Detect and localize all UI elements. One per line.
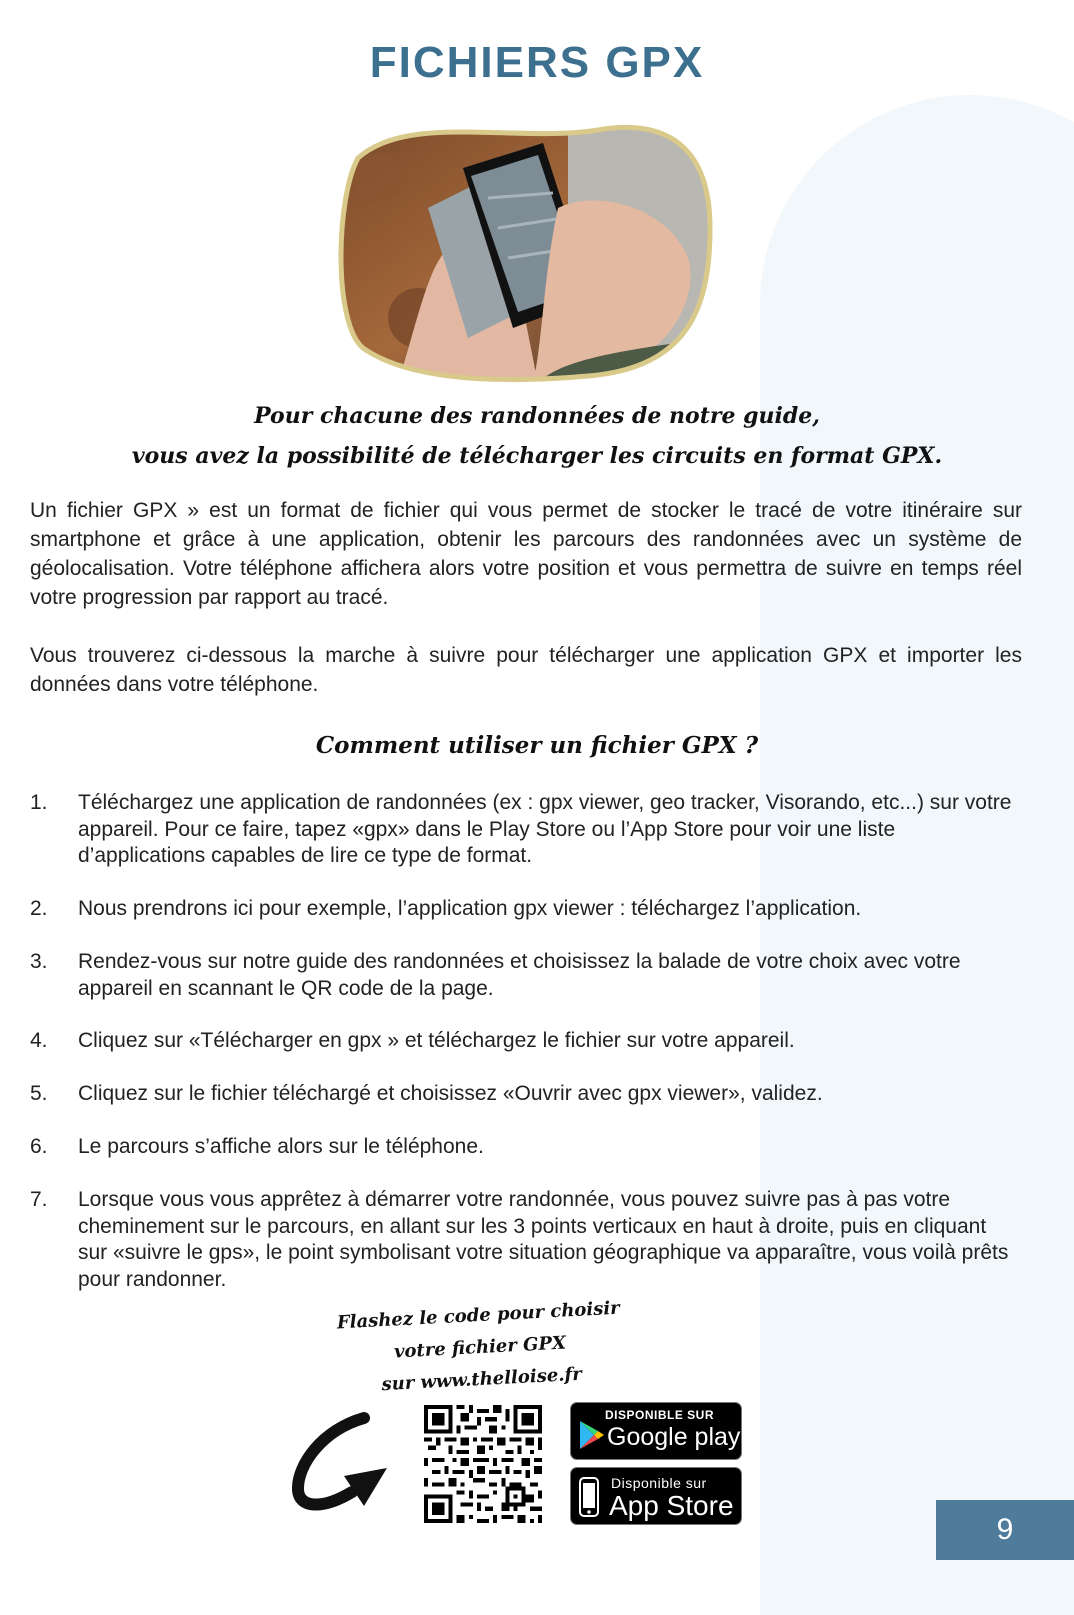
step-number: 2. bbox=[30, 897, 48, 920]
app-store-small-label: Disponible sur bbox=[611, 1475, 707, 1491]
step-item bbox=[30, 1187, 1020, 1293]
google-play-badge[interactable] bbox=[570, 1402, 742, 1460]
paragraph-gpx-definition: Un fichier GPX » est un format de fichier qui vous permet de stocker le tracé de votre itinéraire sur smartphone et grâce à une application, obtenir les parcours des randonnées avec un système de géolocalisation. Votre téléphone affichera alors votre position et vous permettra de suivre en temps réel votre progression par rapport au tracé. bbox=[30, 499, 1022, 609]
step-item bbox=[30, 790, 1020, 896]
page-title: FICHIERS GPX bbox=[369, 38, 705, 87]
step-item bbox=[30, 896, 1020, 949]
step-item bbox=[30, 1081, 1020, 1134]
intro-text bbox=[0, 396, 1074, 476]
app-store-big-label: App Store bbox=[609, 1490, 734, 1521]
intro-line-2: vous avez la possibilité de télécharger les circuits en format GPX. bbox=[131, 443, 943, 469]
step-item bbox=[30, 1134, 1020, 1187]
step-number: 6. bbox=[30, 1135, 48, 1158]
google-play-small-label: DISPONIBLE SUR bbox=[605, 1408, 715, 1422]
step-number: 4. bbox=[30, 1029, 48, 1052]
app-store-badge[interactable] bbox=[570, 1467, 742, 1525]
step-item bbox=[30, 949, 1020, 1028]
hero-photo bbox=[338, 118, 714, 384]
step-number: 7. bbox=[30, 1188, 48, 1211]
qr-code[interactable] bbox=[424, 1405, 542, 1523]
flash-line-2: votre fichier GPX bbox=[393, 1332, 567, 1363]
page-number: 9 bbox=[936, 1500, 1074, 1560]
google-play-big-label: Google play bbox=[607, 1423, 741, 1451]
flash-line-1: Flashez le code pour choisir bbox=[336, 1297, 621, 1334]
curved-arrow-icon bbox=[292, 1410, 392, 1515]
step-number: 5. bbox=[30, 1082, 48, 1105]
flash-line-3: sur www.thelloise.fr bbox=[381, 1363, 583, 1396]
step-text: Lorsque vous vous apprêtez à démarrer votre randonnée, vous pouvez suivre pas à pas votre cheminement sur le parcours, en allant sur les 3 points verticaux en haut à droite, puis en cliquant sur «suivre le gps», le point symbolisant votre situation géographique va apparaître, vous voilà prêts pour randonner. bbox=[78, 1188, 1009, 1291]
phone-icon bbox=[579, 1477, 599, 1517]
paragraph-instructions-intro: Vous trouverez ci-dessous la marche à suivre pour télécharger une application GPX et importer les données dans votre téléphone. bbox=[30, 644, 1022, 696]
flash-caption bbox=[328, 1292, 633, 1404]
step-text: Cliquez sur le fichier téléchargé et choisissez «Ouvrir avec gpx viewer», validez. bbox=[78, 1082, 823, 1105]
step-text: Le parcours s’affiche alors sur le téléphone. bbox=[78, 1135, 484, 1158]
step-text: Rendez-vous sur notre guide des randonnées et choisissez la balade de votre choix avec votre appareil en scannant le QR code de la page. bbox=[78, 950, 961, 1000]
step-text: Cliquez sur «Télécharger en gpx » et téléchargez le fichier sur votre appareil. bbox=[78, 1029, 795, 1052]
step-number: 1. bbox=[30, 791, 48, 814]
section-title: Comment utiliser un fichier GPX ? bbox=[315, 732, 759, 759]
step-item bbox=[30, 1028, 1020, 1081]
step-number: 3. bbox=[30, 950, 48, 973]
step-text: Nous prendrons ici pour exemple, l’application gpx viewer : téléchargez l’application. bbox=[78, 897, 862, 920]
steps-list bbox=[30, 790, 1020, 1293]
intro-line-1: Pour chacune des randonnées de notre guide, bbox=[254, 403, 820, 429]
google-play-icon bbox=[580, 1421, 604, 1449]
step-text: Téléchargez une application de randonnées (ex : gpx viewer, geo tracker, Visorando, etc...) sur votre appareil. Pour ce faire, tapez «gpx» dans le Play Store ou l’App Store pour voir une liste d’applications capables de lire ce type de format. bbox=[78, 791, 1012, 867]
